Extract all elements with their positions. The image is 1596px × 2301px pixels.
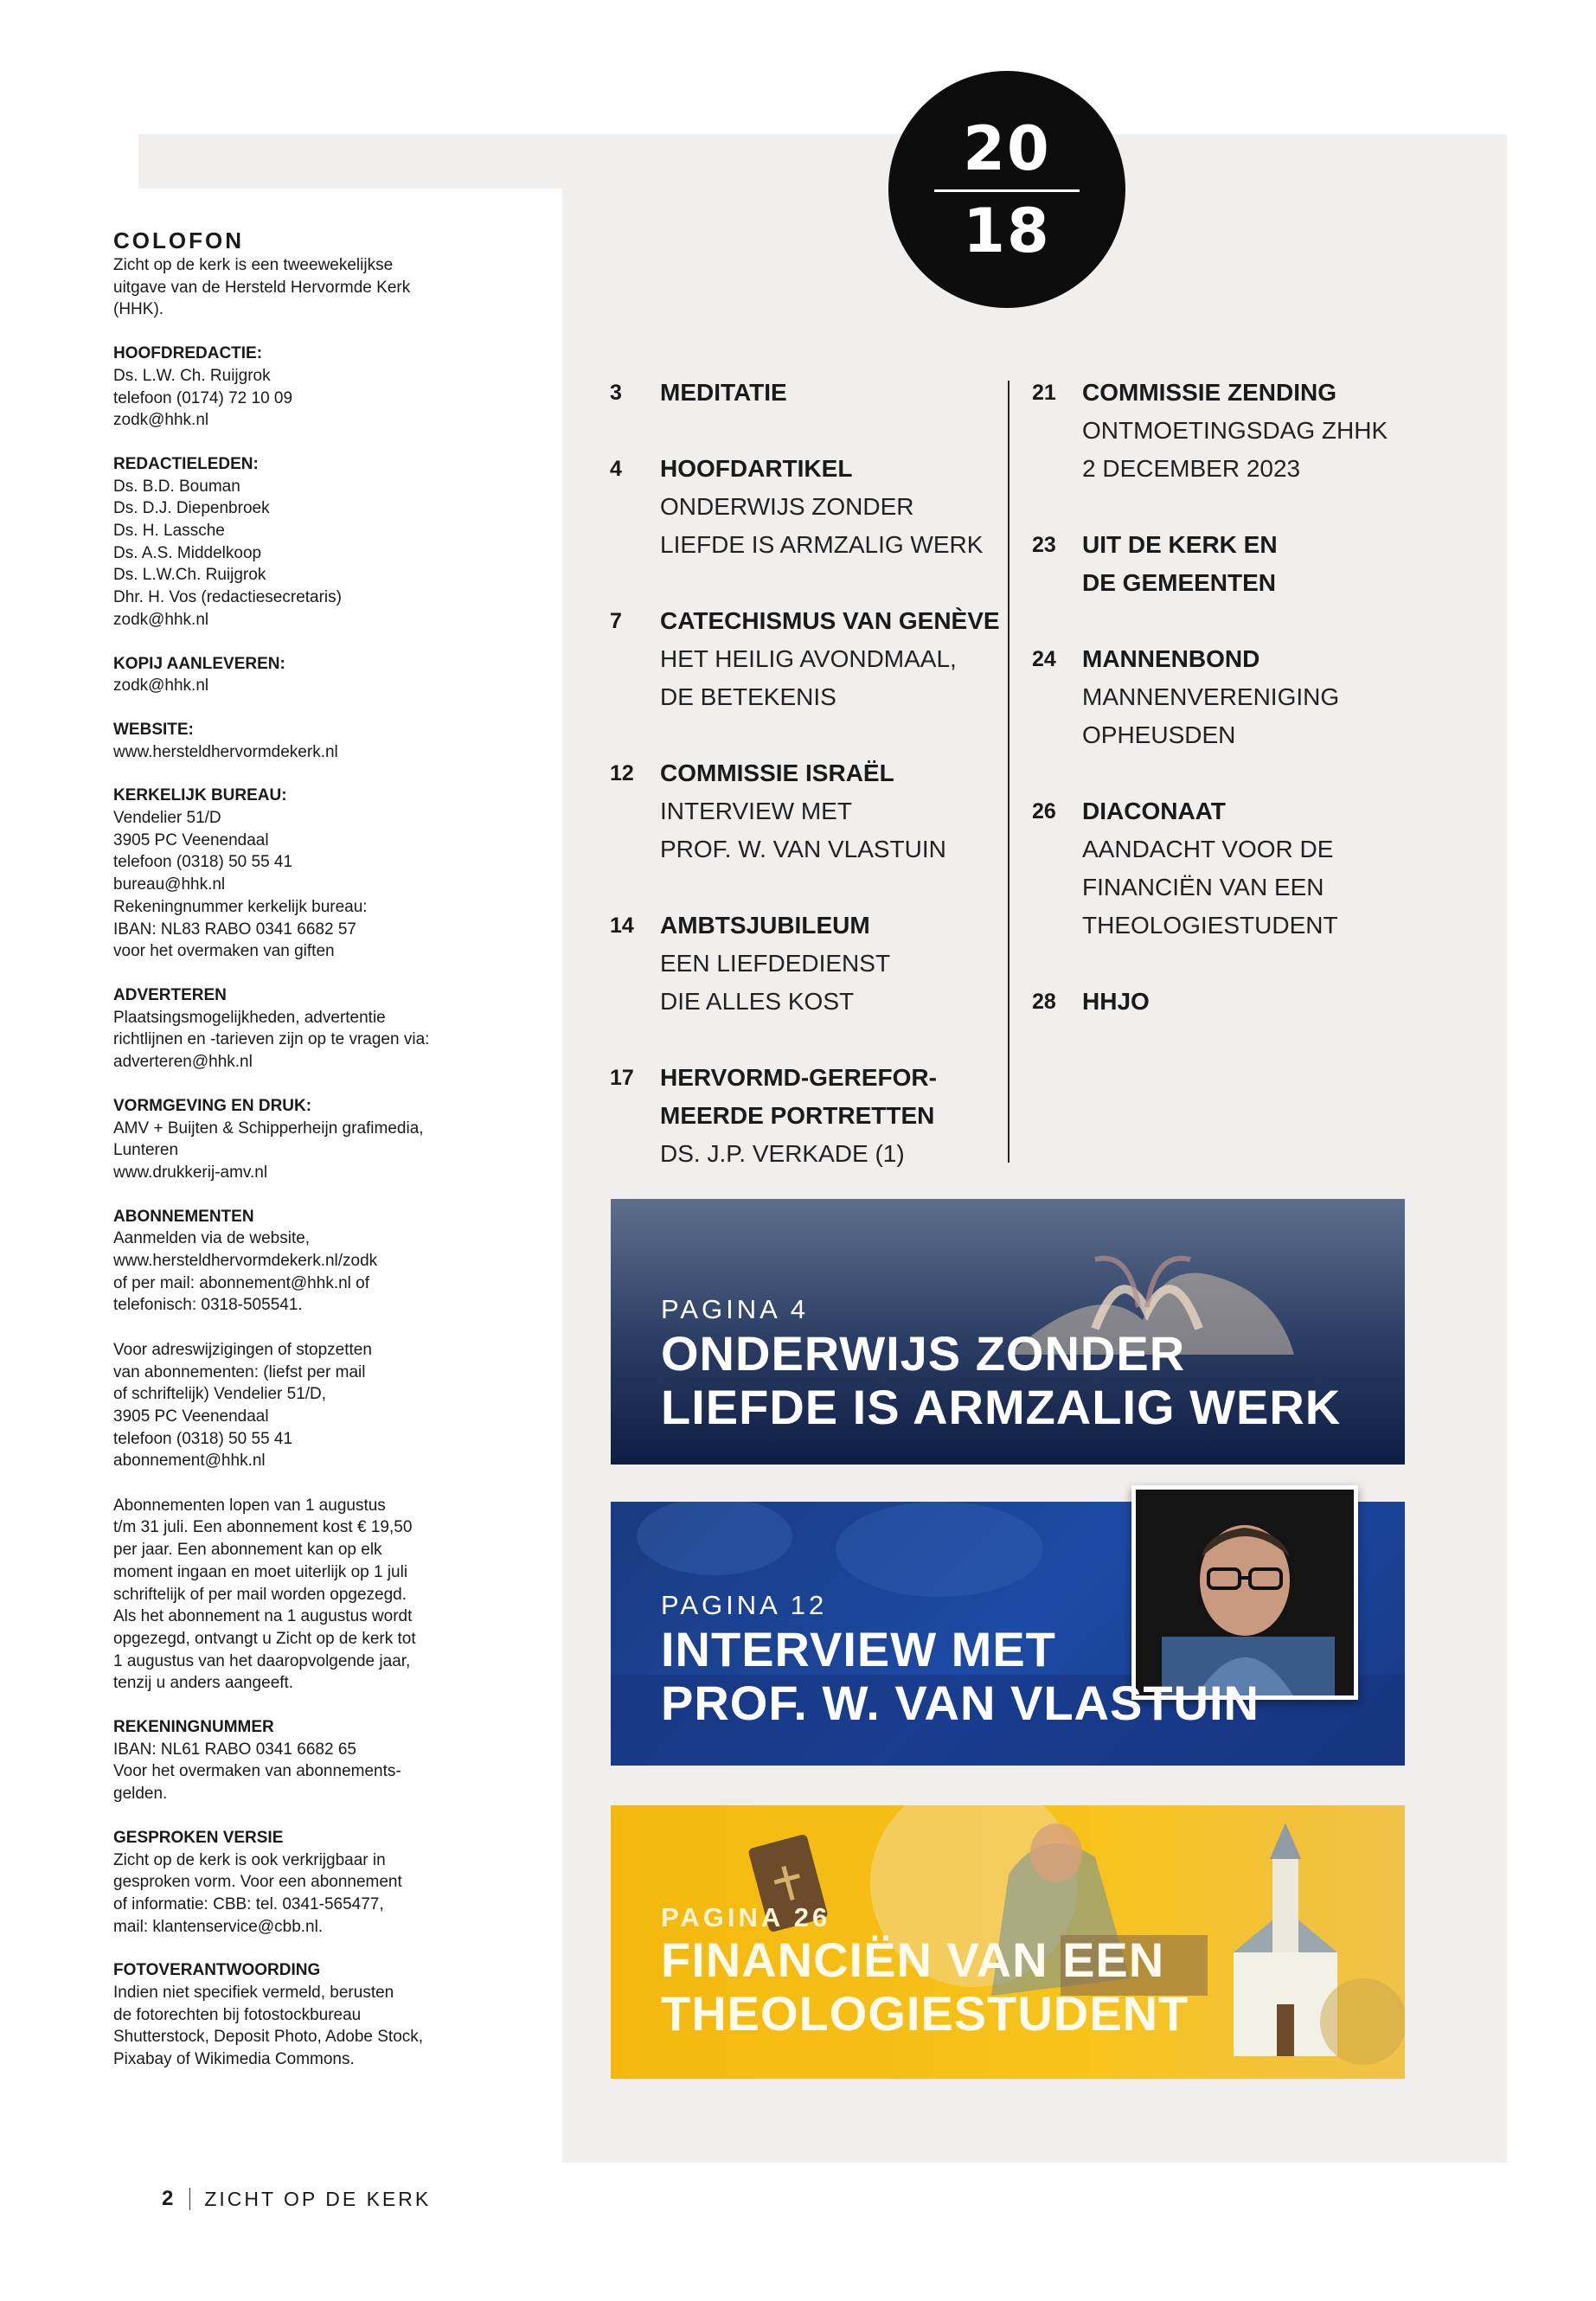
toc-entry[interactable] [610, 374, 1008, 412]
colofon-section-line: of informatie: CBB: tel. 0341-565477, [113, 1894, 384, 1913]
banner-headline-line: FINANCIËN VAN EEN [661, 1932, 1165, 1987]
toc-heading: UIT DE KERK EN [1082, 531, 1278, 558]
magazine-name: ZICHT OP DE KERK [204, 2187, 432, 2210]
toc-subtitle: DE BETEKENIS [660, 683, 836, 710]
colofon-section-line: bureau@hhk.nl [113, 875, 226, 894]
footer-separator [189, 2188, 190, 2210]
colofon-section-line: voor het overmaken van giften [113, 942, 335, 961]
toc-page-number: 4 [610, 457, 622, 481]
toc-divider [1008, 381, 1010, 1163]
toc-page-number: 12 [610, 761, 634, 785]
toc-entry-body [660, 374, 787, 412]
toc-subtitle: ONDERWIJS ZONDER [660, 493, 914, 520]
colofon-sections [113, 343, 477, 2071]
colofon-section-line: Rekeningnummer kerkelijk bureau: [113, 897, 368, 916]
banner-kicker: PAGINA 4 [661, 1294, 809, 1324]
toc-entry-body [1082, 983, 1150, 1021]
colofon-section [113, 1095, 477, 1184]
colofon-section-line: www.drukkerij-amv.nl [113, 1163, 268, 1182]
toc-subtitle: HET HEILIG AVONDMAAL, [660, 645, 957, 672]
colofon-section-line: IBAN: NL61 RABO 0341 6682 65 [113, 1740, 356, 1759]
toc-entry[interactable] [1032, 374, 1465, 488]
toc-page-number: 7 [610, 609, 622, 633]
banner-headline [661, 1933, 1189, 2041]
toc-page-number: 3 [610, 381, 622, 405]
colofon-section-line: de fotorechten bij fotostockbureau [113, 2005, 362, 2024]
banner-headline-line: LIEFDE IS ARMZALIG WERK [661, 1380, 1342, 1434]
feature-banner-onderwijs[interactable] [611, 1199, 1405, 1465]
toc-heading: COMMISSIE ZENDING [1082, 379, 1337, 406]
colofon-section-line: of schriftelijk) Vendelier 51/D, [113, 1385, 327, 1404]
toc-entry[interactable] [1032, 792, 1465, 945]
colofon-section-line: opgezegd, ontvangt u Zicht op de kerk tot [113, 1629, 416, 1648]
colofon-section-line: telefonisch: 0318-505541. [113, 1296, 303, 1315]
colofon-section-line: richtlijnen en -tarieven zijn op te vragen via: [113, 1030, 430, 1049]
issue-number-badge [888, 71, 1125, 308]
colofon-section [113, 653, 477, 697]
toc-entry[interactable] [610, 1059, 1008, 1173]
colofon-intro-line: Zicht op de kerk is een tweewekelijkse [113, 256, 394, 274]
banner-headline-line: INTERVIEW MET [661, 1622, 1056, 1676]
colofon-section-line: 3905 PC Veenendaal [113, 830, 269, 849]
colofon-intro-line: (HHK). [113, 300, 164, 319]
toc-entry[interactable] [1032, 526, 1465, 602]
colofon-section-line: zodk@hhk.nl [113, 676, 209, 695]
badge-divider [934, 189, 1080, 192]
toc-subtitle: PROF. W. VAN VLASTUIN [660, 836, 946, 862]
colofon-section-line: Indien niet specifiek vermeld, berusten [113, 1984, 394, 2003]
toc-heading: HOOFDARTIKEL [660, 455, 853, 482]
colofon-section-heading: KERKELIJK BUREAU: [113, 786, 287, 805]
banner-kicker: PAGINA 12 [661, 1590, 828, 1620]
colofon-section-line: gesproken vorm. Voor een abonnement [113, 1873, 402, 1892]
toc-subtitle: OPHEUSDEN [1082, 721, 1236, 748]
toc-entry-body [1082, 792, 1338, 945]
colofon-section [113, 1959, 477, 2071]
colofon-section-heading: ADVERTEREN [113, 985, 227, 1004]
issue-number-top: 20 [963, 112, 1051, 184]
toc-entry-body [660, 602, 1000, 716]
colofon-section-line: Plaatsingsmogelijkheden, advertentie [113, 1008, 386, 1027]
colofon-section-line [113, 1472, 477, 1495]
toc-page-number: 17 [610, 1066, 634, 1090]
page-number: 2 [162, 2187, 176, 2210]
feature-banner-financien[interactable] [611, 1805, 1405, 2079]
toc-entry[interactable] [610, 907, 1008, 1021]
toc-subtitle: THEOLOGIESTUDENT [1082, 912, 1338, 939]
colofon-section [113, 1206, 477, 1695]
toc-entry[interactable] [610, 754, 1008, 868]
toc-left-column [610, 374, 1008, 1211]
toc-entry-body [1082, 374, 1388, 488]
colofon-section-line: Aanmelden via de website, [113, 1229, 311, 1248]
toc-page-number: 21 [1032, 381, 1056, 405]
toc-page-number: 28 [1032, 990, 1056, 1014]
feature-banner-interview[interactable] [611, 1502, 1405, 1766]
colofon-section [113, 1827, 477, 1939]
colofon-section-line: zodk@hhk.nl [113, 610, 209, 629]
toc-subtitle: 2 DECEMBER 2023 [1082, 455, 1301, 482]
toc-subtitle: ONTMOETINGSDAG ZHHK [1082, 417, 1388, 444]
colofon-section [113, 785, 477, 963]
banner-headline-line: PROF. W. VAN VLASTUIN [661, 1676, 1259, 1730]
colofon-section-heading: REKENINGNUMMER [113, 1718, 274, 1737]
toc-subtitle: LIEFDE IS ARMZALIG WERK [660, 531, 984, 558]
toc-entry[interactable] [610, 602, 1008, 716]
toc-heading: COMMISSIE ISRAËL [660, 760, 894, 786]
toc-page-number: 24 [1032, 647, 1056, 671]
colofon-section-line: Dhr. H. Vos (redactiesecretaris) [113, 588, 342, 607]
colofon-section-line: Vendelier 51/D [113, 809, 221, 828]
colofon-section-line: www.hersteldhervormdekerk.nl/zodk [113, 1252, 378, 1271]
colofon-section-line: Ds. L.W. Ch. Ruijgrok [113, 366, 271, 385]
colofon-section-line: Voor adreswijzigingen of stopzetten [113, 1340, 372, 1359]
colofon-section [113, 984, 477, 1074]
colofon-title: COLOFON [113, 228, 244, 253]
toc-entry-body [660, 450, 983, 564]
colofon-section-line: Abonnementen lopen van 1 augustus [113, 1496, 386, 1515]
toc-heading: HHJO [1082, 988, 1150, 1015]
colofon-section-line: telefoon (0174) 72 10 09 [113, 388, 293, 407]
colofon-section-line: Ds. D.J. Diepenbroek [113, 499, 270, 518]
colofon-section-line: telefoon (0318) 50 55 41 [113, 853, 293, 872]
colofon-section-line: IBAN: NL83 RABO 0341 6682 57 [113, 920, 356, 939]
toc-entry-body [660, 907, 890, 1021]
issue-number-bottom: 18 [963, 195, 1051, 266]
colofon-section-line: schriftelijk of per mail worden opgezegd. [113, 1585, 407, 1604]
colofon-intro [113, 254, 477, 321]
banner-headline-line: THEOLOGIESTUDENT [661, 1986, 1189, 2041]
toc-heading: HERVORMD-GEREFOR- [660, 1064, 937, 1091]
toc-subtitle: EEN LIEFDEDIENST [660, 950, 891, 977]
colofon-section-line: Shutterstock, Deposit Photo, Adobe Stock, [113, 2028, 424, 2047]
toc-heading: MANNENBOND [1082, 645, 1260, 672]
colofon-section [113, 453, 477, 631]
colofon-section-line: Zicht op de kerk is ook verkrijgbaar in [113, 1850, 386, 1869]
toc-entry[interactable] [1032, 640, 1465, 754]
colofon-section-line: of per mail: abonnement@hhk.nl of [113, 1273, 370, 1292]
colofon-section-line: van abonnementen: (liefst per mail [113, 1362, 366, 1381]
colofon-section-line: moment ingaan en moet uiterlijk op 1 juli [113, 1562, 408, 1581]
toc-entry-body [1082, 640, 1339, 754]
colofon-section-line: Ds. L.W.Ch. Ruijgrok [113, 566, 266, 585]
colofon-section-line: tenzij u anders aangeeft. [113, 1674, 294, 1693]
banner-headline [661, 1623, 1259, 1730]
toc-heading: DIACONAAT [1082, 798, 1226, 824]
colofon-section-heading: HOOFDREDACTIE: [113, 344, 263, 363]
toc-entry[interactable] [610, 450, 1008, 564]
colofon-section-line: Ds. A.S. Middelkoop [113, 543, 262, 562]
colofon-section-line: Voor het overmaken van abonnements- [113, 1762, 401, 1781]
colofon-section-line: zodk@hhk.nl [113, 411, 209, 430]
colofon-section-line: Ds. B.D. Bouman [113, 477, 240, 496]
toc-subtitle: INTERVIEW MET [660, 798, 852, 824]
colofon-section-line: Als het abonnement na 1 augustus wordt [113, 1607, 413, 1626]
toc-heading: DE GEMEENTEN [1082, 569, 1277, 596]
toc-subtitle: DS. J.P. VERKADE (1) [660, 1140, 905, 1167]
colofon-section-line: www.hersteldhervormdekerk.nl [113, 742, 338, 761]
colofon [113, 227, 477, 2071]
colofon-section-heading: FOTOVERANTWOORDING [113, 1961, 321, 1980]
colofon-section-heading: WEBSITE: [113, 720, 194, 739]
toc-subtitle: FINANCIËN VAN EEN [1082, 874, 1324, 901]
toc-subtitle: AANDACHT VOOR DE [1082, 836, 1334, 862]
colofon-intro-line: uitgave van de Hersteld Hervormde Kerk [113, 278, 411, 297]
banner-kicker: PAGINA 26 [661, 1902, 831, 1932]
colofon-section-line: abonnement@hhk.nl [113, 1452, 266, 1471]
colofon-section-heading: REDACTIELEDEN: [113, 454, 259, 473]
banner-headline [661, 1327, 1341, 1434]
toc-heading: CATECHISMUS VAN GENÈVE [660, 607, 1000, 634]
colofon-section [113, 343, 477, 432]
colofon-section-heading: GESPROKEN VERSIE [113, 1828, 284, 1847]
colofon-section-line: Lunteren [113, 1141, 179, 1160]
toc-page-number: 14 [610, 913, 634, 938]
toc-entry-body [1082, 526, 1278, 602]
colofon-section-heading: ABONNEMENTEN [113, 1207, 254, 1226]
toc-entry[interactable] [1032, 983, 1465, 1021]
colofon-section [113, 719, 477, 763]
colofon-section-line: mail: klantenservice@cbb.nl. [113, 1917, 324, 1936]
banner-headline-line: ONDERWIJS ZONDER [661, 1326, 1186, 1381]
colofon-section-line: 1 augustus van het daaropvolgende jaar, [113, 1651, 411, 1670]
page-footer [162, 2187, 431, 2211]
toc-subtitle: DIE ALLES KOST [660, 988, 855, 1015]
colofon-section-line: 3905 PC Veenendaal [113, 1407, 269, 1426]
colofon-section-line: t/m 31 juli. Een abonnement kost € 19,50 [113, 1518, 413, 1537]
toc-entry-body [660, 754, 946, 868]
colofon-section [113, 1716, 477, 1805]
toc-heading: AMBTSJUBILEUM [660, 912, 870, 939]
colofon-section-line: Ds. H. Lassche [113, 522, 225, 541]
colofon-section-line: telefoon (0318) 50 55 41 [113, 1429, 293, 1448]
toc-entry-body [660, 1059, 937, 1173]
toc-heading: MEERDE PORTRETTEN [660, 1102, 935, 1129]
toc-right-column [1032, 374, 1465, 1059]
colofon-section-heading: KOPIJ AANLEVEREN: [113, 654, 285, 673]
colofon-section-line: Pixabay of Wikimedia Commons. [113, 2050, 355, 2069]
toc-heading: MEDITATIE [660, 379, 787, 406]
colofon-section-line: gelden. [113, 1785, 168, 1804]
toc-page-number: 23 [1032, 533, 1056, 557]
colofon-section-heading: VORMGEVING EN DRUK: [113, 1096, 312, 1115]
colofon-section-line: AMV + Buijten & Schipperheijn grafimedia, [113, 1118, 424, 1138]
colofon-section-line: adverteren@hhk.nl [113, 1053, 253, 1072]
toc-subtitle: MANNENVERENIGING [1082, 683, 1340, 710]
colofon-section-line [113, 1317, 477, 1339]
colofon-section-line: per jaar. Een abonnement kan op elk [113, 1541, 382, 1560]
toc-page-number: 26 [1032, 799, 1056, 824]
